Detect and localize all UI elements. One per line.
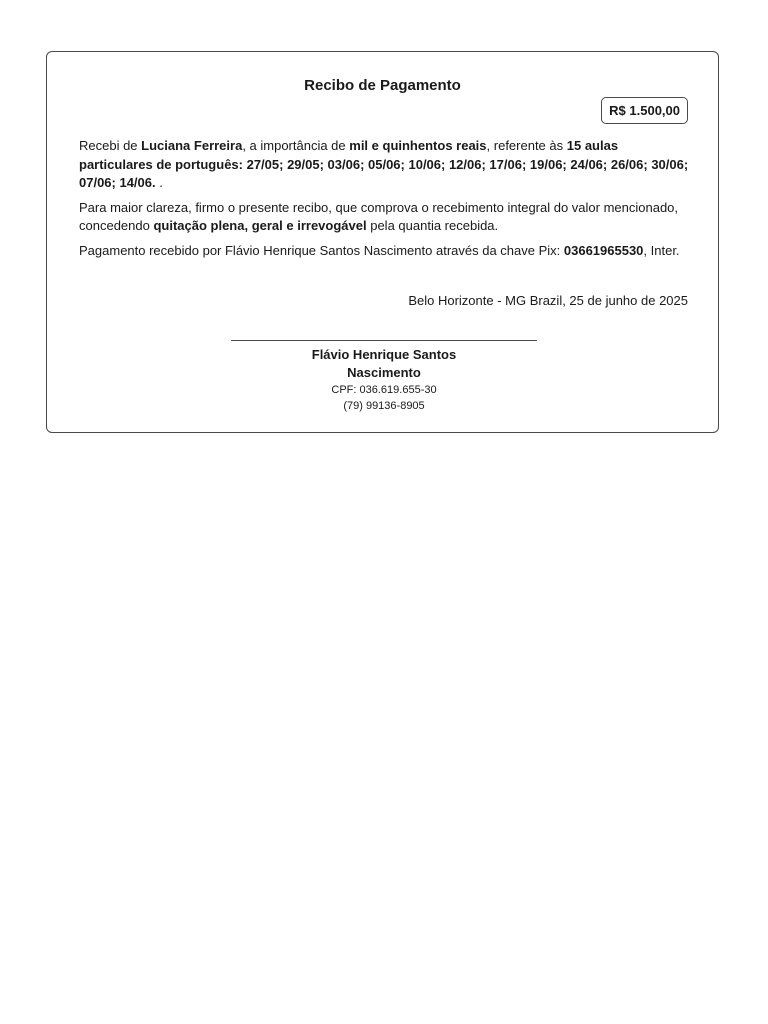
discharge-emphasis: quitação plena, geral e irrevogável [153,218,367,233]
receipt-paragraph-pix [79,242,691,261]
text-segment: , referente às [486,138,567,153]
text-segment: pela quantia recebida. [366,218,499,233]
amount-in-words: mil e quinhentos reais [349,138,487,153]
signer-cpf: CPF: 036.619.655-30 [331,384,437,396]
text-segment: Para maior clareza, firmo o presente recibo, que comprova o recebimento integral do valor mencionado, concedendo [79,199,679,233]
amount-badge: R$ 1.500,00 [601,97,688,124]
signer-phone: (79) 99136-8905 [343,400,425,412]
text-segment: . [155,175,163,190]
receipt-title: Recibo de Pagamento [304,77,461,94]
signer-name: Flávio Henrique Santos Nascimento [311,347,457,380]
pix-key: 03661965530 [563,242,644,258]
text-segment: Pagamento recebido por Flávio Henrique Santos Nascimento através da chave Pix: [79,242,564,258]
service-description: 15 aulas particulares de português: 27/05; 29/05; 03/06; 05/06; 10/06; 12/06; 17/06; 19/06; 24/06; 26/06; 30/06; 07/06; 14/06. [79,138,689,190]
place-and-date: Belo Horizonte - MG Brazil, 25 de junho de 2025 [408,293,688,308]
text-segment: Recebi de [79,138,142,153]
signature-line [231,340,537,341]
text-segment: , a importância de [242,138,350,153]
payment-receipt [46,51,719,433]
receipt-paragraph-clarity [79,199,691,236]
payer-name: Luciana Ferreira [141,138,243,153]
signature-block [231,346,537,414]
text-segment: , Inter. [643,242,680,258]
receipt-paragraph-payment [79,137,691,193]
receipt-body [79,137,691,266]
